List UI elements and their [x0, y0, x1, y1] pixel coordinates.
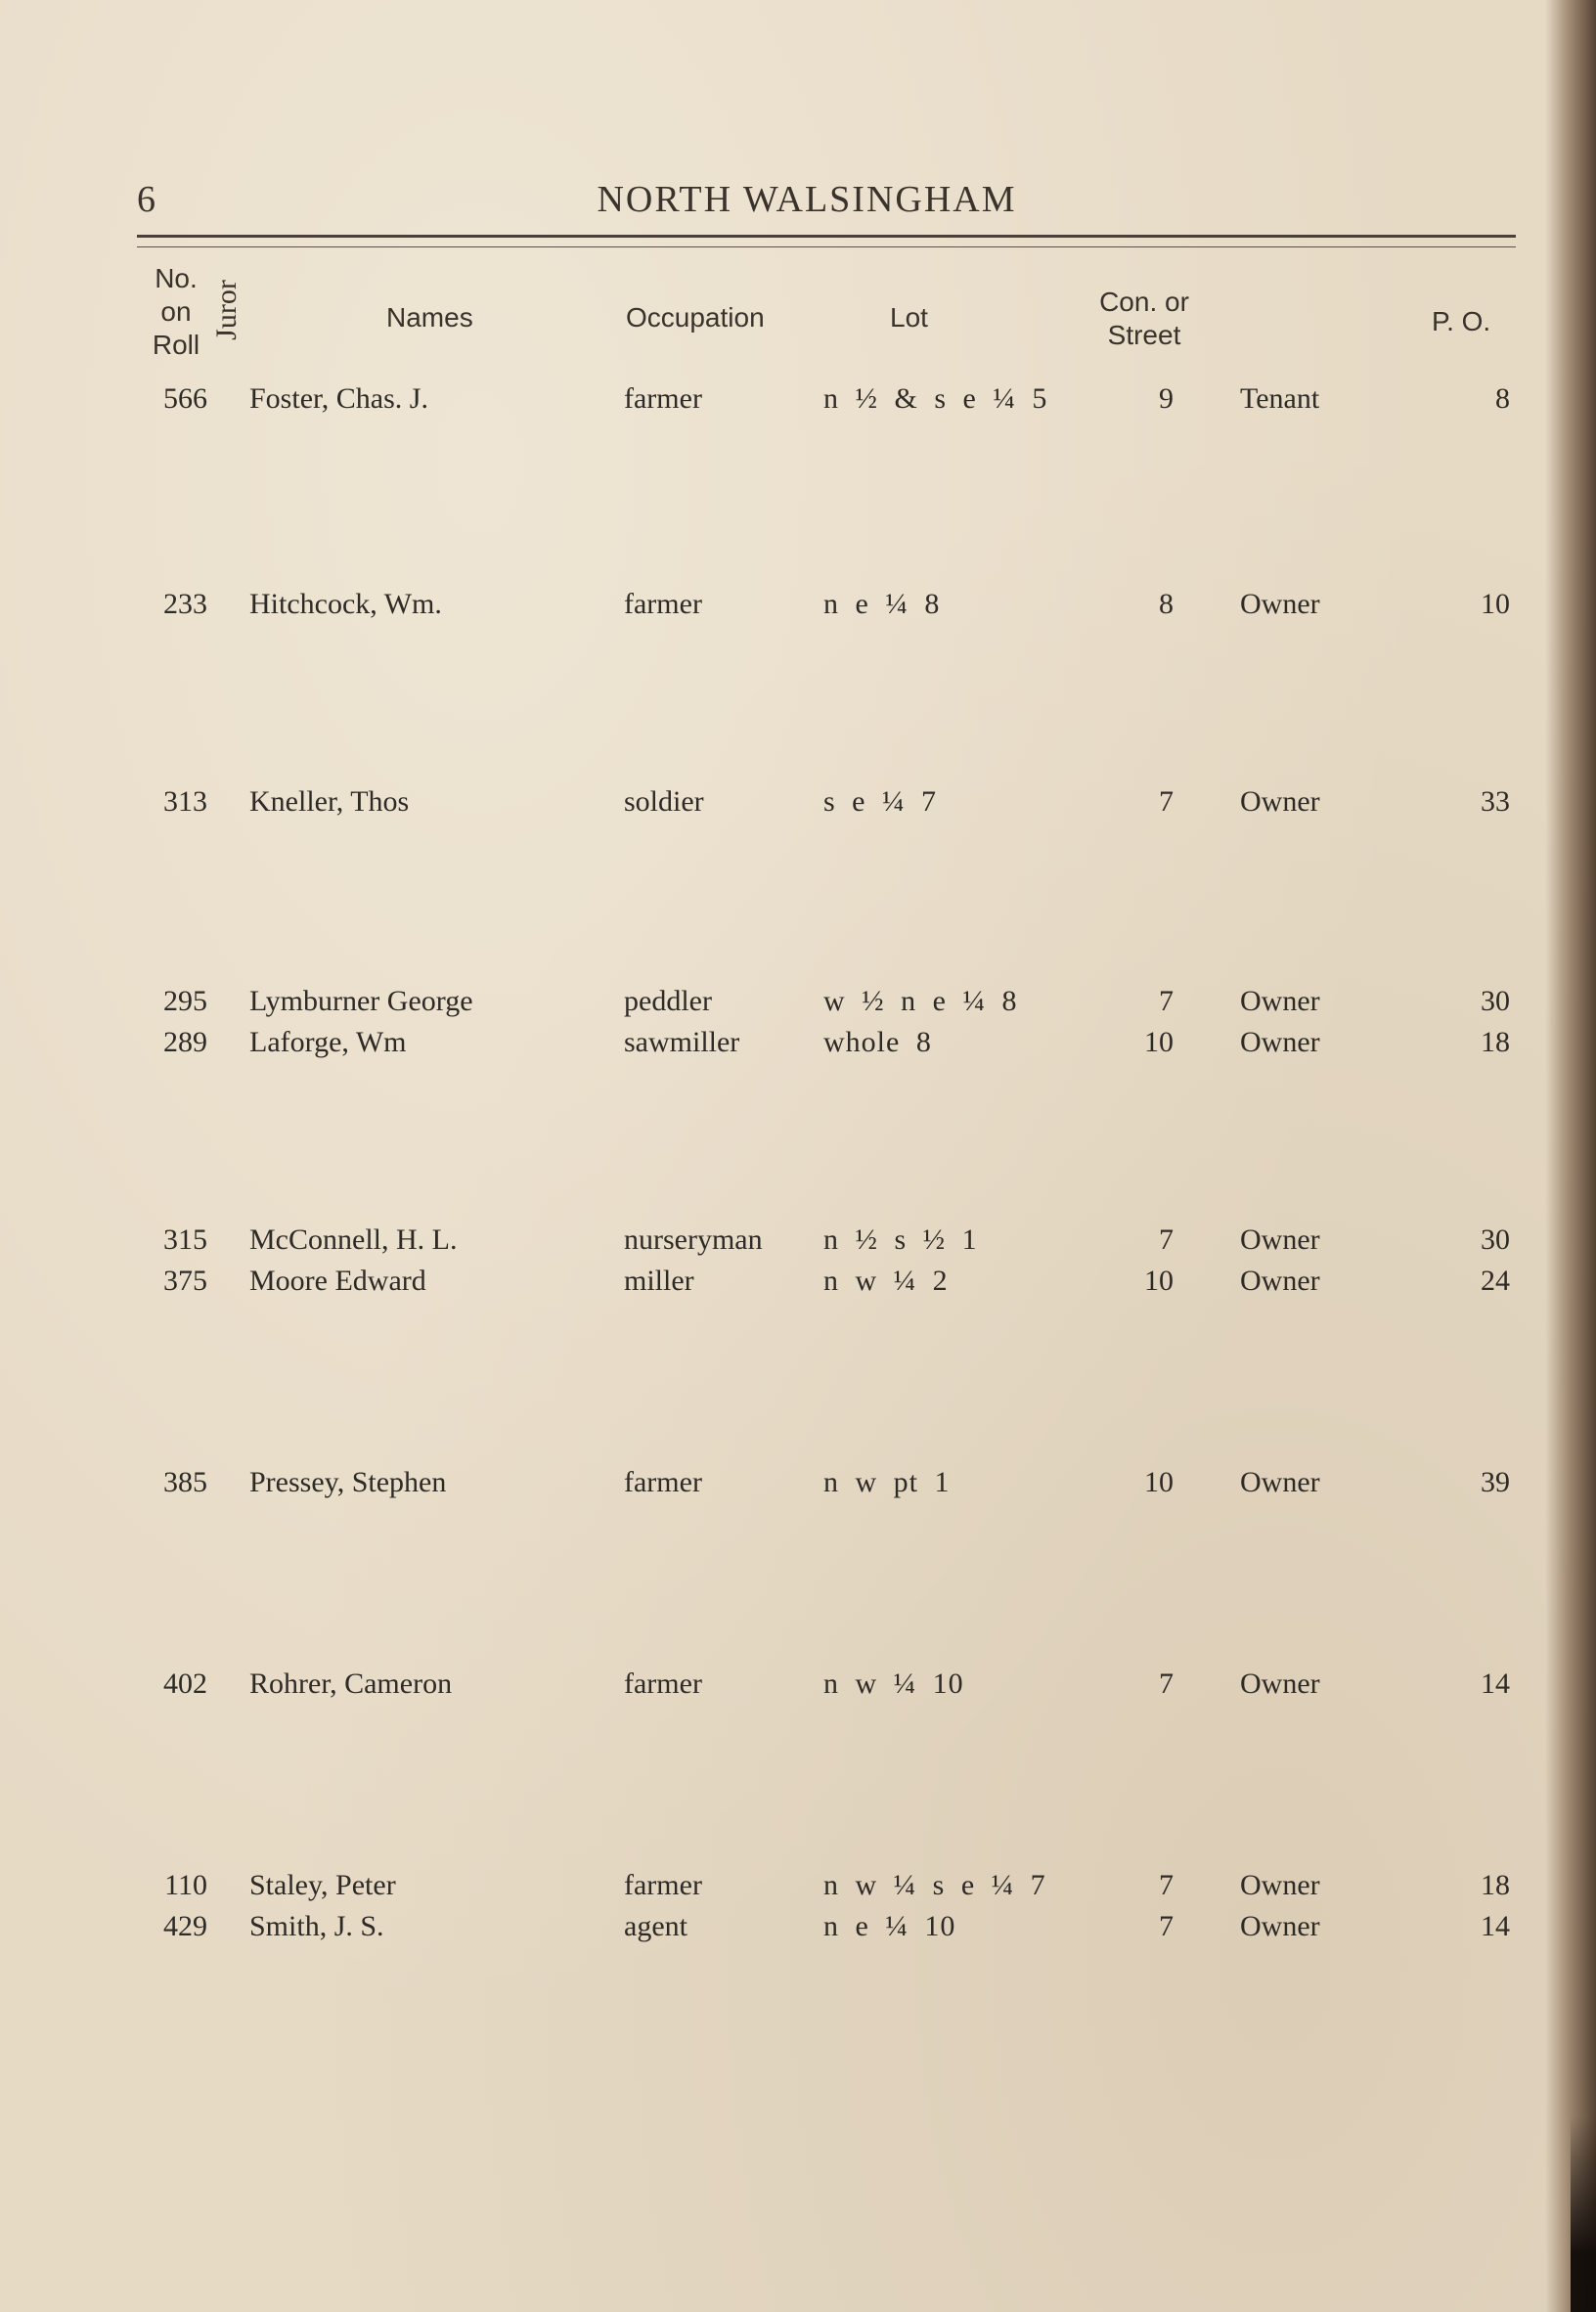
lot: n e ¼ 10	[823, 1910, 956, 1942]
table-row	[0, 1023, 1596, 1062]
tenure: Owner	[1240, 1667, 1320, 1700]
roll-number: 375	[163, 1265, 207, 1297]
tenure: Owner	[1240, 1223, 1320, 1256]
voter-name: Rohrer, Cameron	[249, 1667, 453, 1700]
voter-name: Lymburner George	[249, 985, 473, 1017]
tenure: Owner	[1240, 1910, 1320, 1942]
post-office: 30	[1481, 985, 1510, 1017]
lot: w ½ n e ¼ 8	[823, 985, 1018, 1017]
roll-number: 295	[163, 985, 207, 1017]
concession: 8	[1159, 588, 1174, 620]
roll-number: 402	[163, 1667, 207, 1700]
page-number: 6	[137, 179, 155, 220]
page-title: NORTH WALSINGHAM	[597, 179, 1017, 220]
roll-number: 385	[163, 1466, 207, 1498]
column-header-names: Names	[386, 302, 473, 333]
concession: 7	[1159, 785, 1174, 818]
roll-number: 110	[164, 1869, 207, 1901]
post-office: 24	[1481, 1265, 1510, 1297]
tenure: Owner	[1240, 1026, 1320, 1058]
occupation: agent	[624, 1910, 687, 1942]
lot: n w ¼ s e ¼ 7	[823, 1869, 1046, 1901]
voter-name: McConnell, H. L.	[249, 1223, 458, 1256]
occupation: soldier	[624, 785, 704, 818]
header-rule-thin	[137, 246, 1516, 247]
post-office: 14	[1481, 1667, 1510, 1700]
lot: n e ¼ 8	[823, 588, 941, 620]
occupation: sawmiller	[624, 1026, 740, 1058]
column-header-juror	[207, 256, 246, 364]
post-office: 33	[1481, 785, 1510, 818]
post-office: 39	[1481, 1466, 1510, 1498]
voter-name: Hitchcock, Wm.	[249, 588, 442, 620]
post-office: 18	[1481, 1869, 1510, 1901]
header-rule-thick	[137, 235, 1516, 238]
concession: 10	[1144, 1466, 1174, 1498]
lot: n w ¼ 10	[823, 1667, 964, 1700]
tenure: Owner	[1240, 588, 1320, 620]
occupation: farmer	[624, 1466, 702, 1498]
occupation: farmer	[624, 588, 702, 620]
roll-number: 313	[163, 785, 207, 818]
lot: n w pt 1	[823, 1466, 951, 1498]
concession: 9	[1159, 382, 1174, 415]
post-office: 10	[1481, 588, 1510, 620]
concession: 7	[1159, 1667, 1174, 1700]
tenure: Tenant	[1240, 382, 1320, 415]
concession: 7	[1159, 1910, 1174, 1942]
voter-name: Moore Edward	[249, 1265, 426, 1297]
voter-name: Foster, Chas. J.	[249, 382, 428, 415]
roll-number: 233	[163, 588, 207, 620]
tenure: Owner	[1240, 985, 1320, 1017]
table-row	[0, 1221, 1596, 1260]
lot: n ½ s ½ 1	[823, 1223, 978, 1256]
roll-number: 429	[163, 1910, 207, 1942]
roll-number: 315	[163, 1223, 207, 1256]
binding-edge-shadow	[1545, 0, 1596, 2312]
table-row	[0, 585, 1596, 624]
table-row	[0, 982, 1596, 1021]
tenure: Owner	[1240, 1869, 1320, 1901]
lot: s e ¼ 7	[823, 785, 937, 818]
table-row	[0, 1665, 1596, 1704]
concession: 7	[1159, 1869, 1174, 1901]
concession: 7	[1159, 1223, 1174, 1256]
occupation: farmer	[624, 1869, 702, 1901]
column-header-con: Con. or Street	[1099, 287, 1189, 350]
voter-name: Laforge, Wm	[249, 1026, 407, 1058]
voter-name: Kneller, Thos	[249, 785, 410, 818]
binding-edge-dark	[1571, 2116, 1596, 2312]
concession: 10	[1144, 1265, 1174, 1297]
tenure: Owner	[1240, 1466, 1320, 1498]
lot: n w ¼ 2	[823, 1265, 949, 1297]
table-row	[0, 379, 1596, 419]
tenure: Owner	[1240, 1265, 1320, 1297]
roll-number: 289	[163, 1026, 207, 1058]
occupation: farmer	[624, 1667, 702, 1700]
roll-number: 566	[163, 382, 207, 415]
table-row	[0, 1907, 1596, 1946]
column-header-juror-label: Juror	[210, 280, 243, 340]
occupation: nurseryman	[624, 1223, 763, 1256]
lot: whole 8	[823, 1026, 932, 1058]
occupation: farmer	[624, 382, 702, 415]
post-office: 18	[1481, 1026, 1510, 1058]
post-office: 14	[1481, 1910, 1510, 1942]
table-row	[0, 1463, 1596, 1502]
voter-name: Pressey, Stephen	[249, 1466, 447, 1498]
voter-name: Staley, Peter	[249, 1869, 396, 1901]
occupation: peddler	[624, 985, 712, 1017]
concession: 7	[1159, 985, 1174, 1017]
post-office: 30	[1481, 1223, 1510, 1256]
column-header-roll: No. on Roll	[152, 263, 200, 360]
table-row	[0, 782, 1596, 822]
table-row	[0, 1262, 1596, 1301]
occupation: miller	[624, 1265, 694, 1297]
column-header-occupation: Occupation	[626, 302, 765, 333]
column-header-lot: Lot	[890, 302, 928, 333]
post-office: 8	[1495, 382, 1510, 415]
tenure: Owner	[1240, 785, 1320, 818]
table-row	[0, 1866, 1596, 1905]
concession: 10	[1144, 1026, 1174, 1058]
lot: n ½ & s e ¼ 5	[823, 382, 1048, 415]
column-header-po: P. O.	[1432, 306, 1491, 336]
voter-name: Smith, J. S.	[249, 1910, 384, 1942]
